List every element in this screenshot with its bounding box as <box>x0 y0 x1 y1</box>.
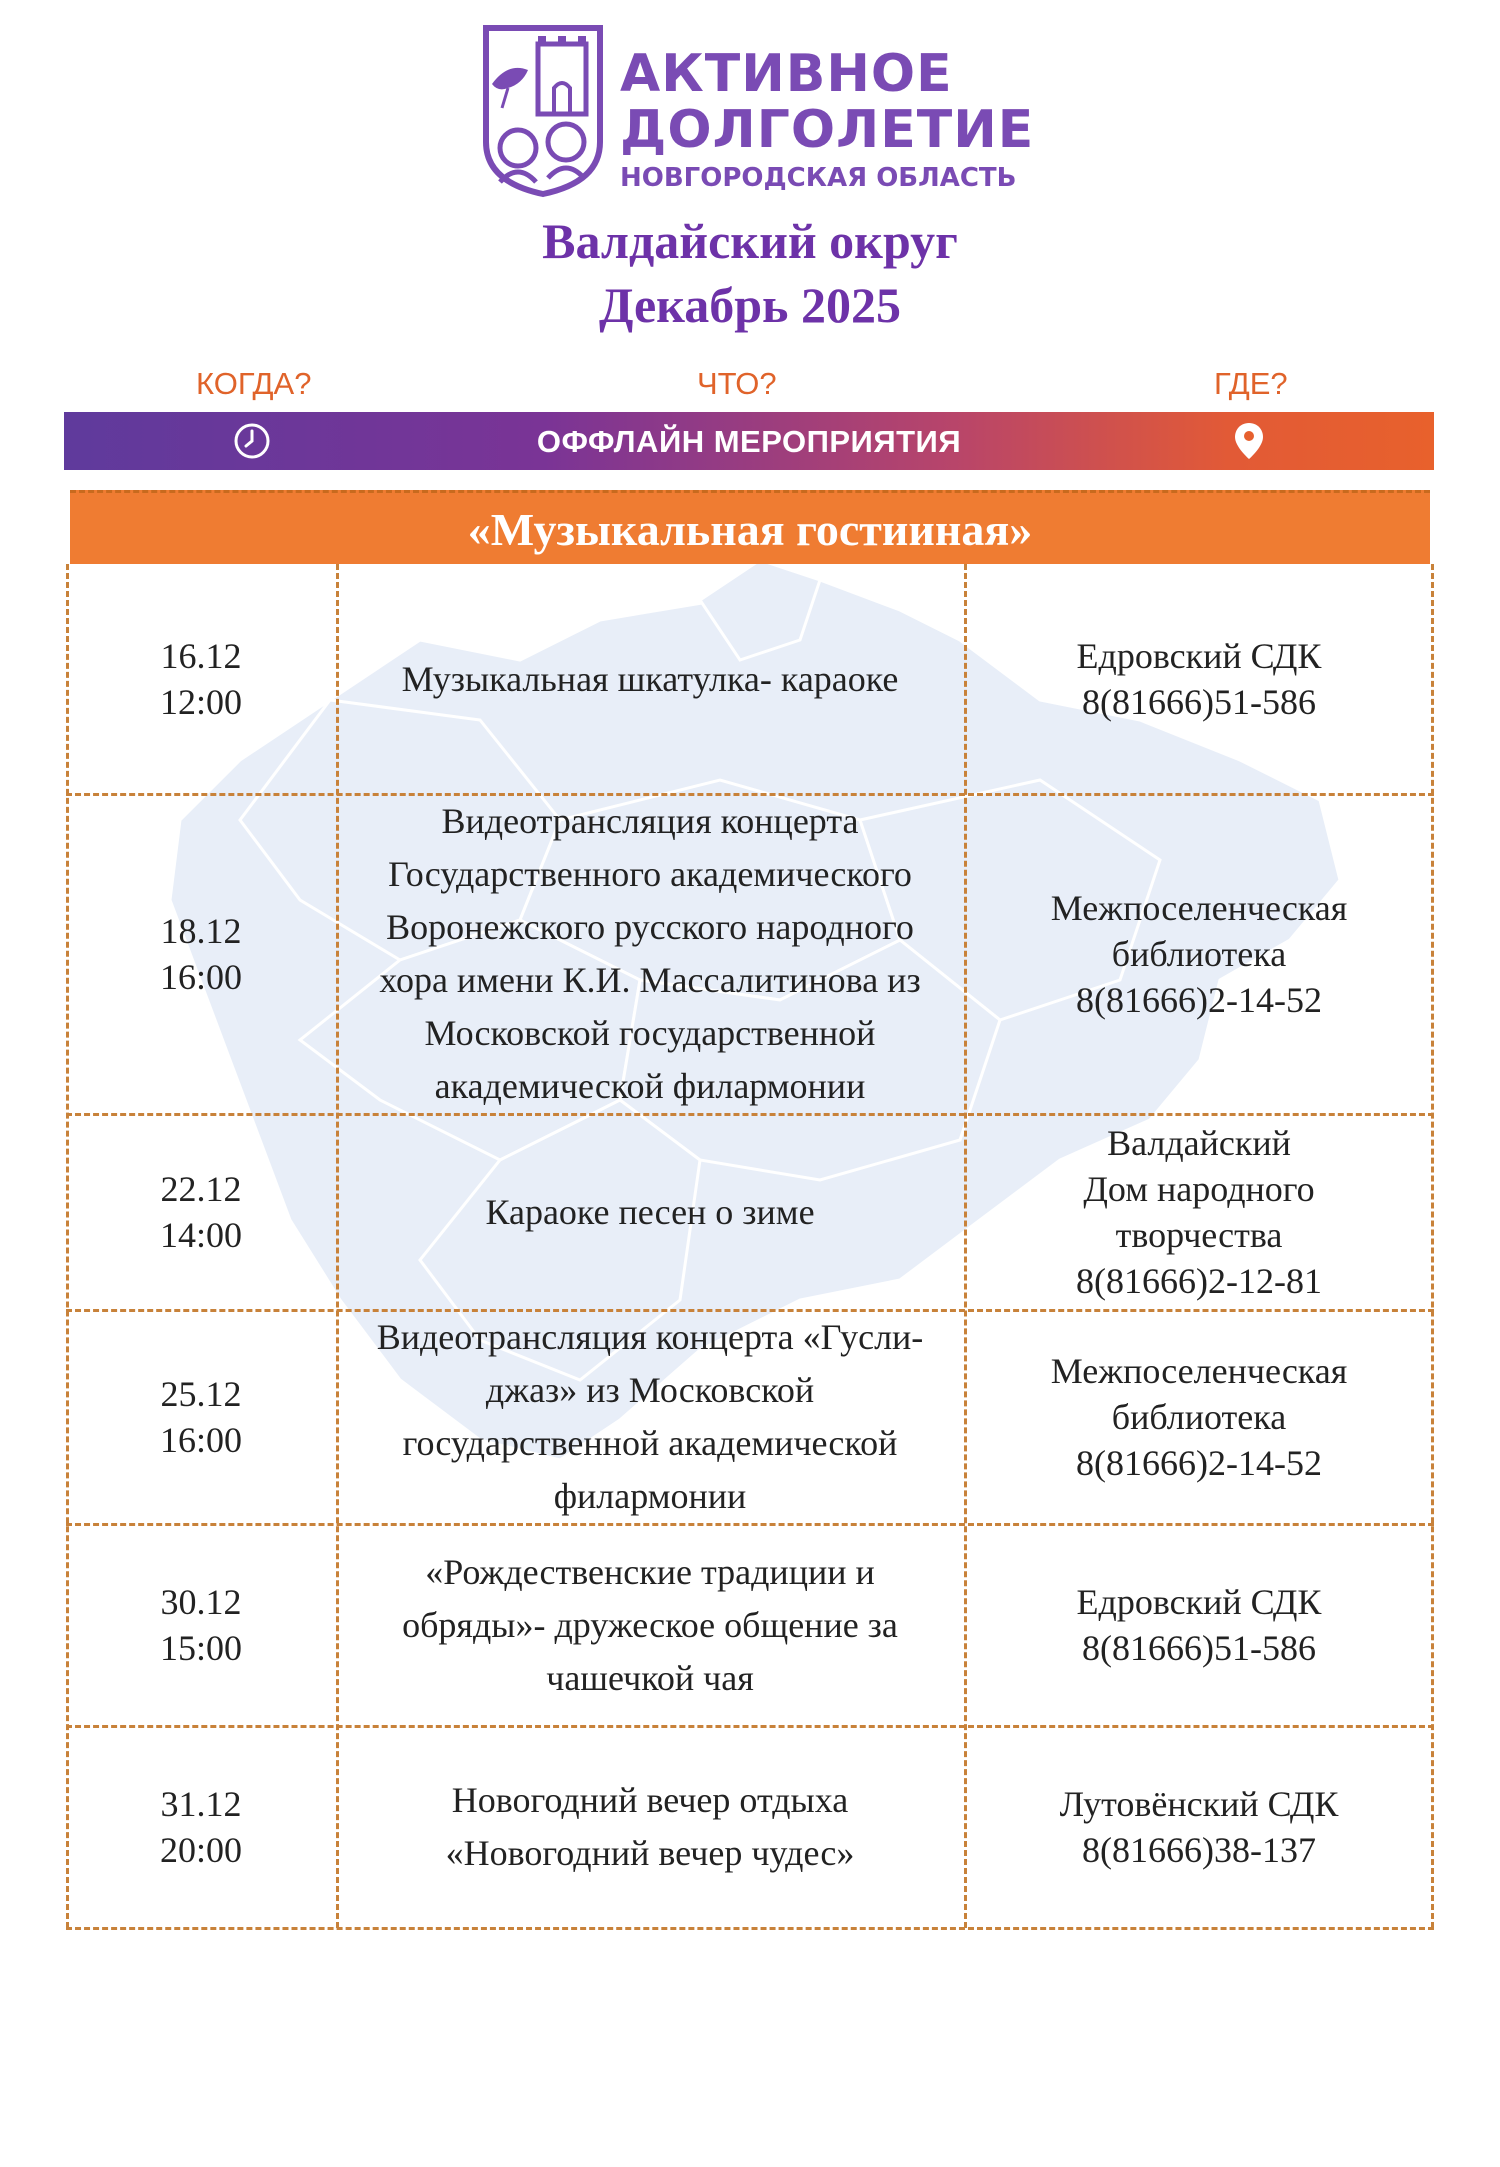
event-description-cell <box>336 794 964 1114</box>
event-time: 20:00 <box>159 1830 242 1870</box>
event-venue-line: Валдайский <box>1107 1123 1291 1163</box>
event-when-cell <box>66 564 336 794</box>
location-pin-icon <box>1232 421 1266 461</box>
table-row <box>66 1114 1434 1310</box>
event-time: 16:00 <box>159 1420 242 1460</box>
event-description-line: «Новогодний вечер чудес» <box>445 1833 855 1873</box>
event-description-line: обряды»- дружеское общение за <box>402 1604 898 1645</box>
event-venue-cell <box>964 1726 1434 1928</box>
offline-events-bar <box>64 412 1434 470</box>
header-what-label: ЧТО? <box>697 366 777 401</box>
table-row <box>66 564 1434 794</box>
event-description-line: Караоке песен о зиме <box>485 1191 815 1232</box>
event-description-line: Видеотрансляция концерта <box>441 801 859 841</box>
event-venue-line: 8(81666)2-14-52 <box>1076 1443 1322 1483</box>
event-venue-line: творчества <box>1115 1215 1283 1255</box>
event-when-cell <box>66 1310 336 1524</box>
event-venue-cell <box>964 1114 1434 1310</box>
offline-events-title: ОФФЛАЙН МЕРОПРИЯТИЯ <box>536 424 962 459</box>
event-venue-line: 8(81666)51-586 <box>1082 682 1316 722</box>
table-row <box>66 1524 1434 1726</box>
event-description-line: Новогодний вечер отдыха <box>451 1780 849 1820</box>
event-venue-line: Дом народного <box>1083 1169 1315 1209</box>
header-where-label: ГДЕ? <box>1214 366 1288 401</box>
table-row <box>66 1310 1434 1524</box>
column-divider <box>336 564 339 1928</box>
event-venue-line: 8(81666)51-586 <box>1082 1628 1316 1668</box>
event-description-line: Московской государственной <box>424 1013 876 1053</box>
event-venue-line: 8(81666)2-14-52 <box>1076 980 1322 1020</box>
header-when-label: КОГДА? <box>196 366 312 401</box>
event-when-cell <box>66 1114 336 1310</box>
event-date: 22.12 <box>160 1169 242 1209</box>
event-venue-cell <box>964 564 1434 794</box>
event-venue-cell <box>964 794 1434 1114</box>
section-title-band: «Музыкальная гостииная» <box>70 490 1430 564</box>
event-description-line: Государственного академического <box>388 854 912 894</box>
column-divider <box>1431 564 1434 1928</box>
event-venue-line: 8(81666)38-137 <box>1082 1830 1316 1870</box>
event-description-line: «Рождественские традиции и <box>425 1551 875 1592</box>
logo-line-3: НОВГОРОДСКАЯ ОБЛАСТЬ <box>620 163 1017 193</box>
event-time: 12:00 <box>159 682 242 722</box>
event-time: 15:00 <box>159 1628 242 1668</box>
event-time: 14:00 <box>159 1215 242 1255</box>
event-description-line: чашечкой чая <box>546 1657 754 1698</box>
events-table <box>66 564 1434 1928</box>
event-venue-line: Лутовёнский СДК <box>1059 1784 1339 1824</box>
event-description-line: Музыкальная шкатулка- караоке <box>401 658 899 699</box>
event-venue-line: Едровский СДК <box>1076 636 1322 676</box>
event-venue-cell <box>964 1524 1434 1726</box>
event-description-line: джаз» из Московской <box>485 1370 815 1410</box>
event-description-line: академической филармонии <box>434 1066 866 1106</box>
event-venue-line: Межпоселенческая <box>1050 1351 1348 1391</box>
event-when-cell <box>66 1524 336 1726</box>
event-date: 18.12 <box>160 911 242 951</box>
column-divider <box>66 564 69 1928</box>
event-description-line: Видеотрансляция концерта «Гусли- <box>376 1317 924 1357</box>
column-divider <box>964 564 967 1928</box>
event-date: 16.12 <box>160 636 242 676</box>
event-venue-cell <box>964 1310 1434 1524</box>
logo-wordmark <box>620 46 1034 194</box>
event-when-cell <box>66 1726 336 1928</box>
logo <box>478 22 1038 202</box>
event-description-line: хора имени К.И. Массалитинова из <box>379 960 921 1000</box>
event-description-line: Воронежского русского народного <box>386 907 914 947</box>
event-description-cell <box>336 1524 964 1726</box>
row-divider <box>66 1927 1434 1930</box>
event-description-cell <box>336 1310 964 1524</box>
logo-line-1: АКТИВНОЕ <box>620 44 953 104</box>
active-longevity-emblem-icon <box>478 22 608 198</box>
event-venue-line: библиотека <box>1111 934 1287 974</box>
event-date: 30.12 <box>160 1582 242 1622</box>
event-date: 25.12 <box>160 1374 242 1414</box>
event-description-line: филармонии <box>553 1476 747 1516</box>
table-row <box>66 1726 1434 1928</box>
page-title-month: Декабрь 2025 <box>598 277 901 333</box>
logo-line-2: ДОЛГОЛЕТИЕ <box>620 100 1035 160</box>
page-title-district: Валдайский округ <box>542 213 958 269</box>
event-date: 31.12 <box>160 1784 242 1824</box>
event-time: 16:00 <box>159 957 242 997</box>
event-venue-line: Межпоселенческая <box>1050 888 1348 928</box>
event-venue-line: 8(81666)2-12-81 <box>1076 1261 1322 1301</box>
event-venue-line: Едровский СДК <box>1076 1582 1322 1622</box>
table-row <box>66 794 1434 1114</box>
event-description-cell <box>336 1726 964 1928</box>
event-description-cell <box>336 1114 964 1310</box>
event-description-line: государственной академической <box>402 1423 898 1463</box>
event-when-cell <box>66 794 336 1114</box>
event-description-cell <box>336 564 964 794</box>
event-venue-line: библиотека <box>1111 1397 1287 1437</box>
